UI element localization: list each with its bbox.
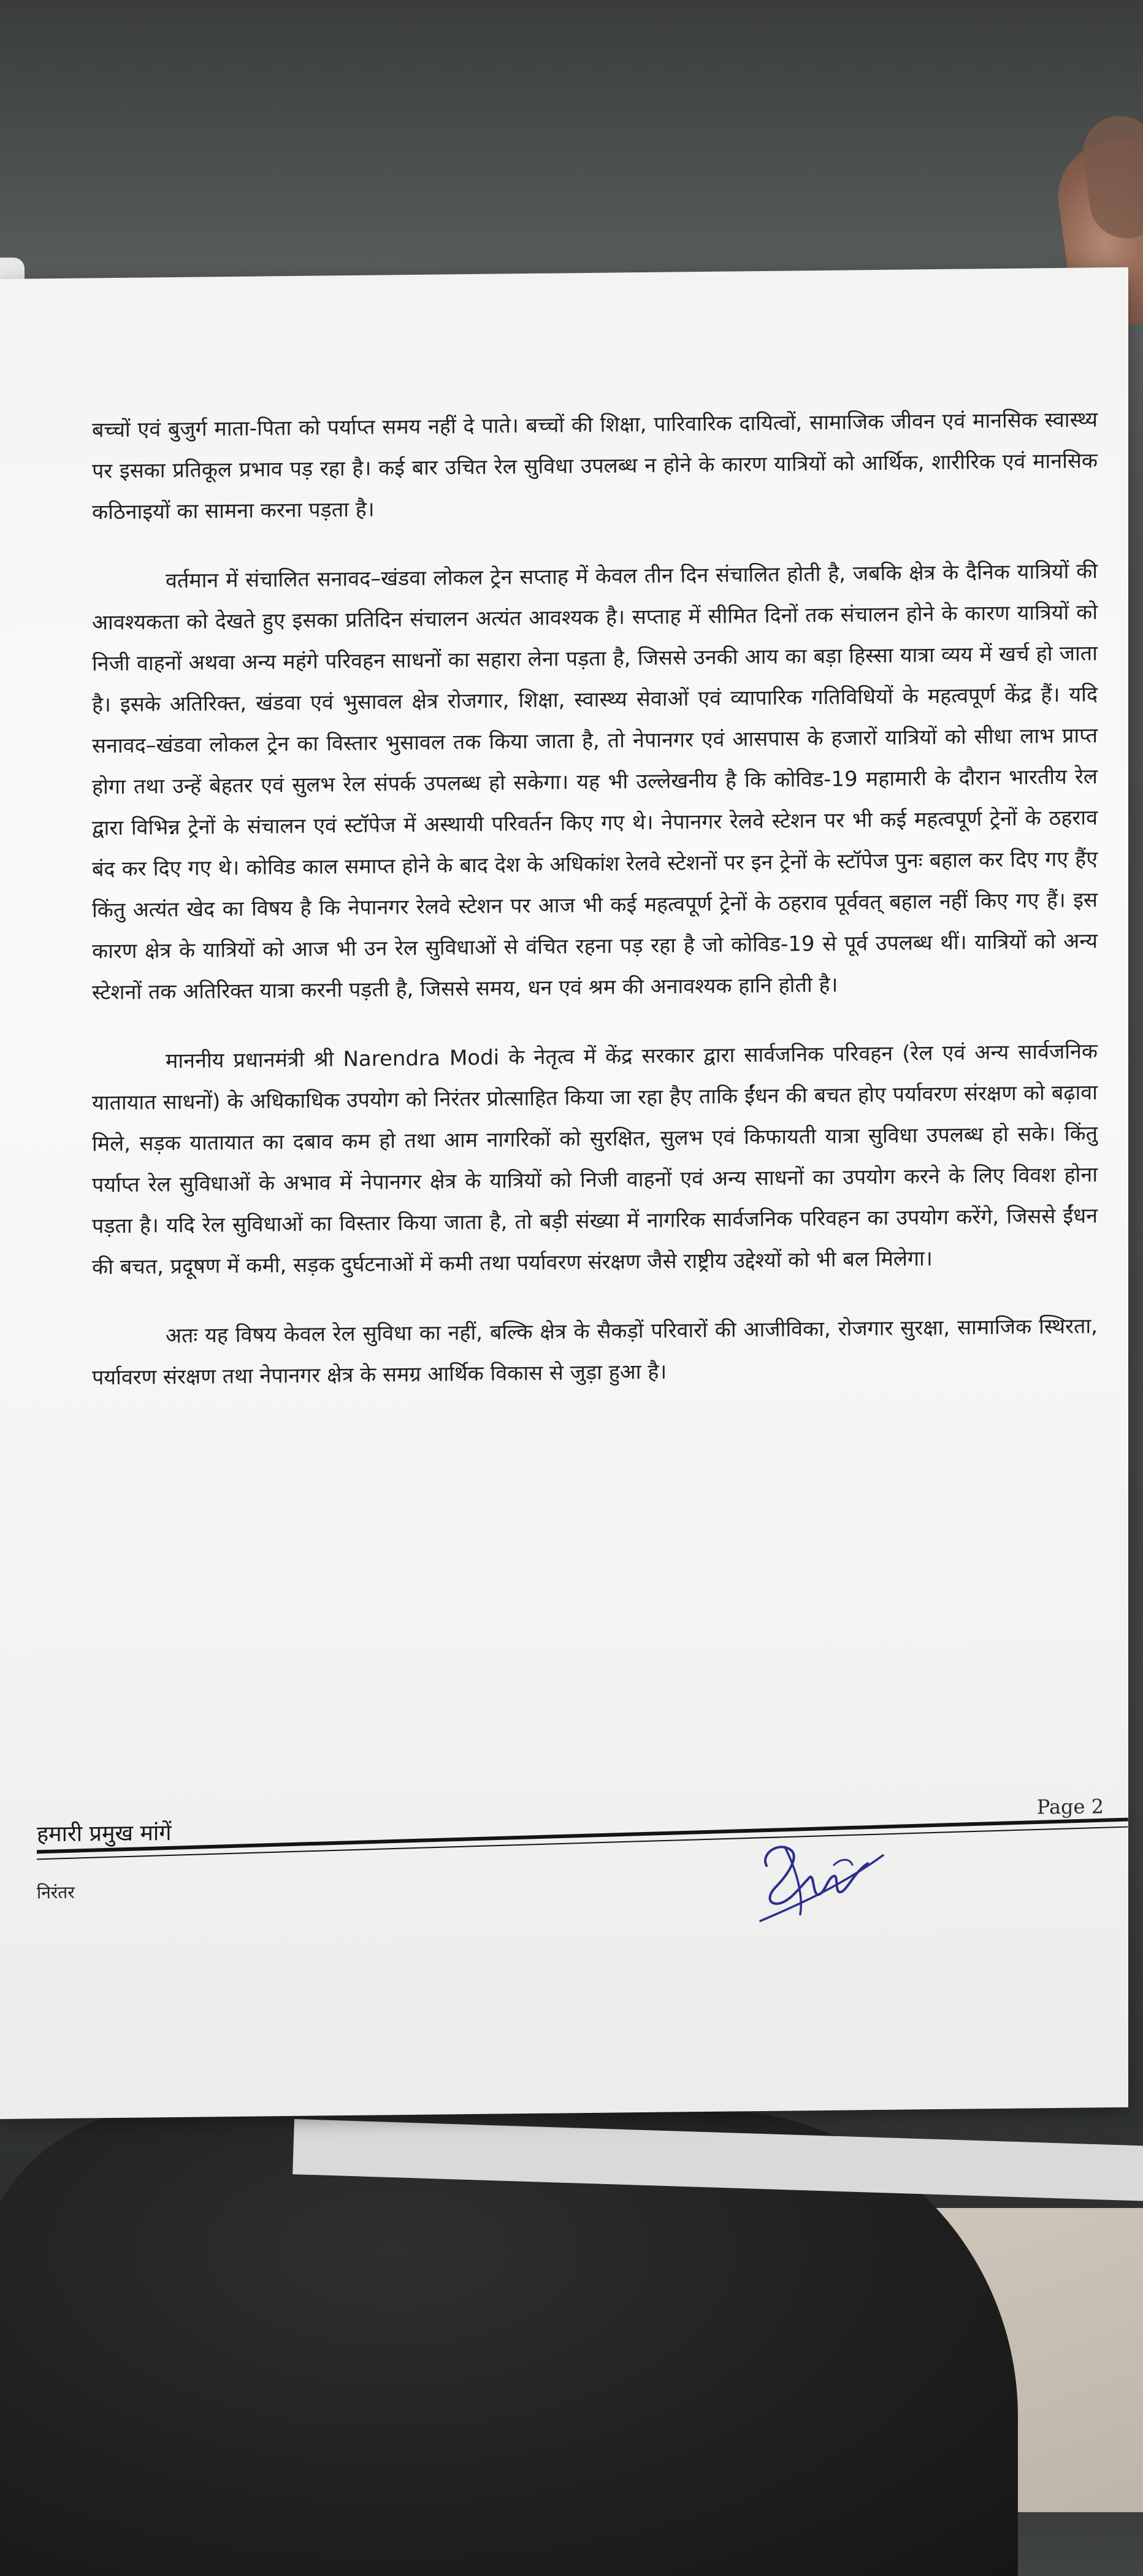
page-number: Page 2: [1036, 1795, 1104, 1819]
document-page: [0, 267, 1128, 2119]
footer-rule-thin: [37, 1827, 1128, 1860]
continuation-label: निरंतर: [37, 1882, 75, 1903]
document-body: [92, 399, 1098, 1427]
paragraph-3: माननीय प्रधानमंत्री श्री Narendra Modi के नेतृत्व में केंद्र सरकार द्वारा सार्वजनिक परिवहन (रेल एवं अन्य सार्वजनिक यातायात साधनों) के अधिकाधिक उपयोग को निरंतर प्रोत्साहित किया जा रहा हैए ताकि ईंधन की बचत होए पर्यावरण संरक्षण को बढ़ावा मिले, सड़क यातायात का दबाव कम हो तथा आम नागरिकों को सुरक्षित, सुलभ एवं किफायती यात्रा सुविधा उपलब्ध हो सके। किंतु पर्याप्त रेल सुविधाओं के अभाव में नेपानगर क्षेत्र के यात्रियों को निजी वाहनों एवं अन्य साधनों का उपयोग करने के लिए विवश होना पड़ता है। यदि रेल सुविधाओं का विस्तार किया जाता है, तो बड़ी संख्या में नागरिक सार्वजनिक परिवहन का उपयोग करेंगे, जिससे ईंधन की बचत, प्रदूषण में कमी, सड़क दुर्घटनाओं में कमी तथा पर्यावरण संरक्षण जैसे राष्ट्रीय उद्देश्यों को भी बल मिलेगा।: [92, 1039, 1098, 1280]
paragraph-4: अतः यह विषय केवल रेल सुविधा का नहीं, बल्कि क्षेत्र के सैकड़ों परिवारों की आजीविका, रोजगार सुरक्षा, सामाजिक स्थिरता, पर्यावरण संरक्षण तथा नेपानगर क्षेत्र के समग्र आर्थिक विकास से जुड़ा हुआ है।: [92, 1314, 1098, 1390]
paragraph-2: वर्तमान में संचालित सनावद–खंडवा लोकल ट्रेन सप्ताह में केवल तीन दिन संचालित होती है, जबकि क्षेत्र के दैनिक यात्रियों की आवश्यकता को देखते हुए इसका प्रतिदिन संचालन अत्यंत आवश्यक है। सप्ताह में सीमित दिनों तक संचालन होने के कारण यात्रियों को निजी वाहनों अथवा अन्य महंगे परिवहन साधनों का सहारा लेना पड़ता है, जिससे उनकी आय का बड़ा हिस्सा यात्रा व्यय में खर्च हो जाता है। इसके अतिरिक्त, खंडवा एवं भुसावल क्षेत्र रोजगार, शिक्षा, स्वास्थ्य सेवाओं एवं व्यापारिक गतिविधियों के महत्वपूर्ण केंद्र हैं। यदि सनावद–खंडवा लोकल ट्रेन का विस्तार भुसावल तक किया जाता है, तो नेपानगर एवं आसपास के हजारों यात्रियों को सीधा लाभ प्राप्त होगा तथा उन्हें बेहतर एवं सुलभ रेल संपर्क उपलब्ध हो सकेगा। यह भी उल्लेखनीय है कि कोविड-19 महामारी के दौरान भारतीय रेल द्वारा विभिन्न ट्रेनों के संचालन एवं स्टॉपेज में अस्थायी परिवर्तन किए गए थे। नेपानगर रेलवे स्टेशन पर भी कई महत्वपूर्ण ट्रेनों के ठहराव बंद कर दिए गए थे। कोविड काल समाप्त होने के बाद देश के अधिकांश रेलवे स्टेशनों पर इन ट्रेनों के स्टॉपेज पुनः बहाल कर दिए गए हैंए किंतु अत्यंत खेद का विषय है कि नेपानगर रेलवे स्टेशन पर आज भी कई महत्वपूर्ण ट्रेनों के ठहराव पूर्ववत् बहाल नहीं किए गए हैं। इस कारण क्षेत्र के यात्रियों को आज भी उन रेल सुविधाओं से वंचित रहना पड़ रहा है जो कोविड-19 से पूर्व उपलब्ध थीं। यात्रियों को अन्य स्टेशनों तक अतिरिक्त यात्रा करनी पड़ती है, जिससे समय, धन एवं श्रम की अनावश्यक हानि होती है।: [92, 559, 1098, 1005]
signature-icon: [742, 1828, 901, 1934]
footer-rule-thick: [37, 1818, 1128, 1854]
section-heading: हमारी प्रमुख मांगें: [37, 1820, 172, 1847]
paragraph-1: बच्चों एवं बुजुर्ग माता-पिता को पर्याप्त समय नहीं दे पाते। बच्चों की शिक्षा, पारिवारिक दायित्वों, सामाजिक जीवन एवं मानसिक स्वास्थ्य पर इसका प्रतिकूल प्रभाव पड़ रहा है। कई बार उचित रेल सुविधा उपलब्ध न होने के कारण यात्रियों को आर्थिक, शारीरिक एवं मानसिक कठिनाइयों का सामना करना पड़ता है।: [92, 407, 1098, 525]
